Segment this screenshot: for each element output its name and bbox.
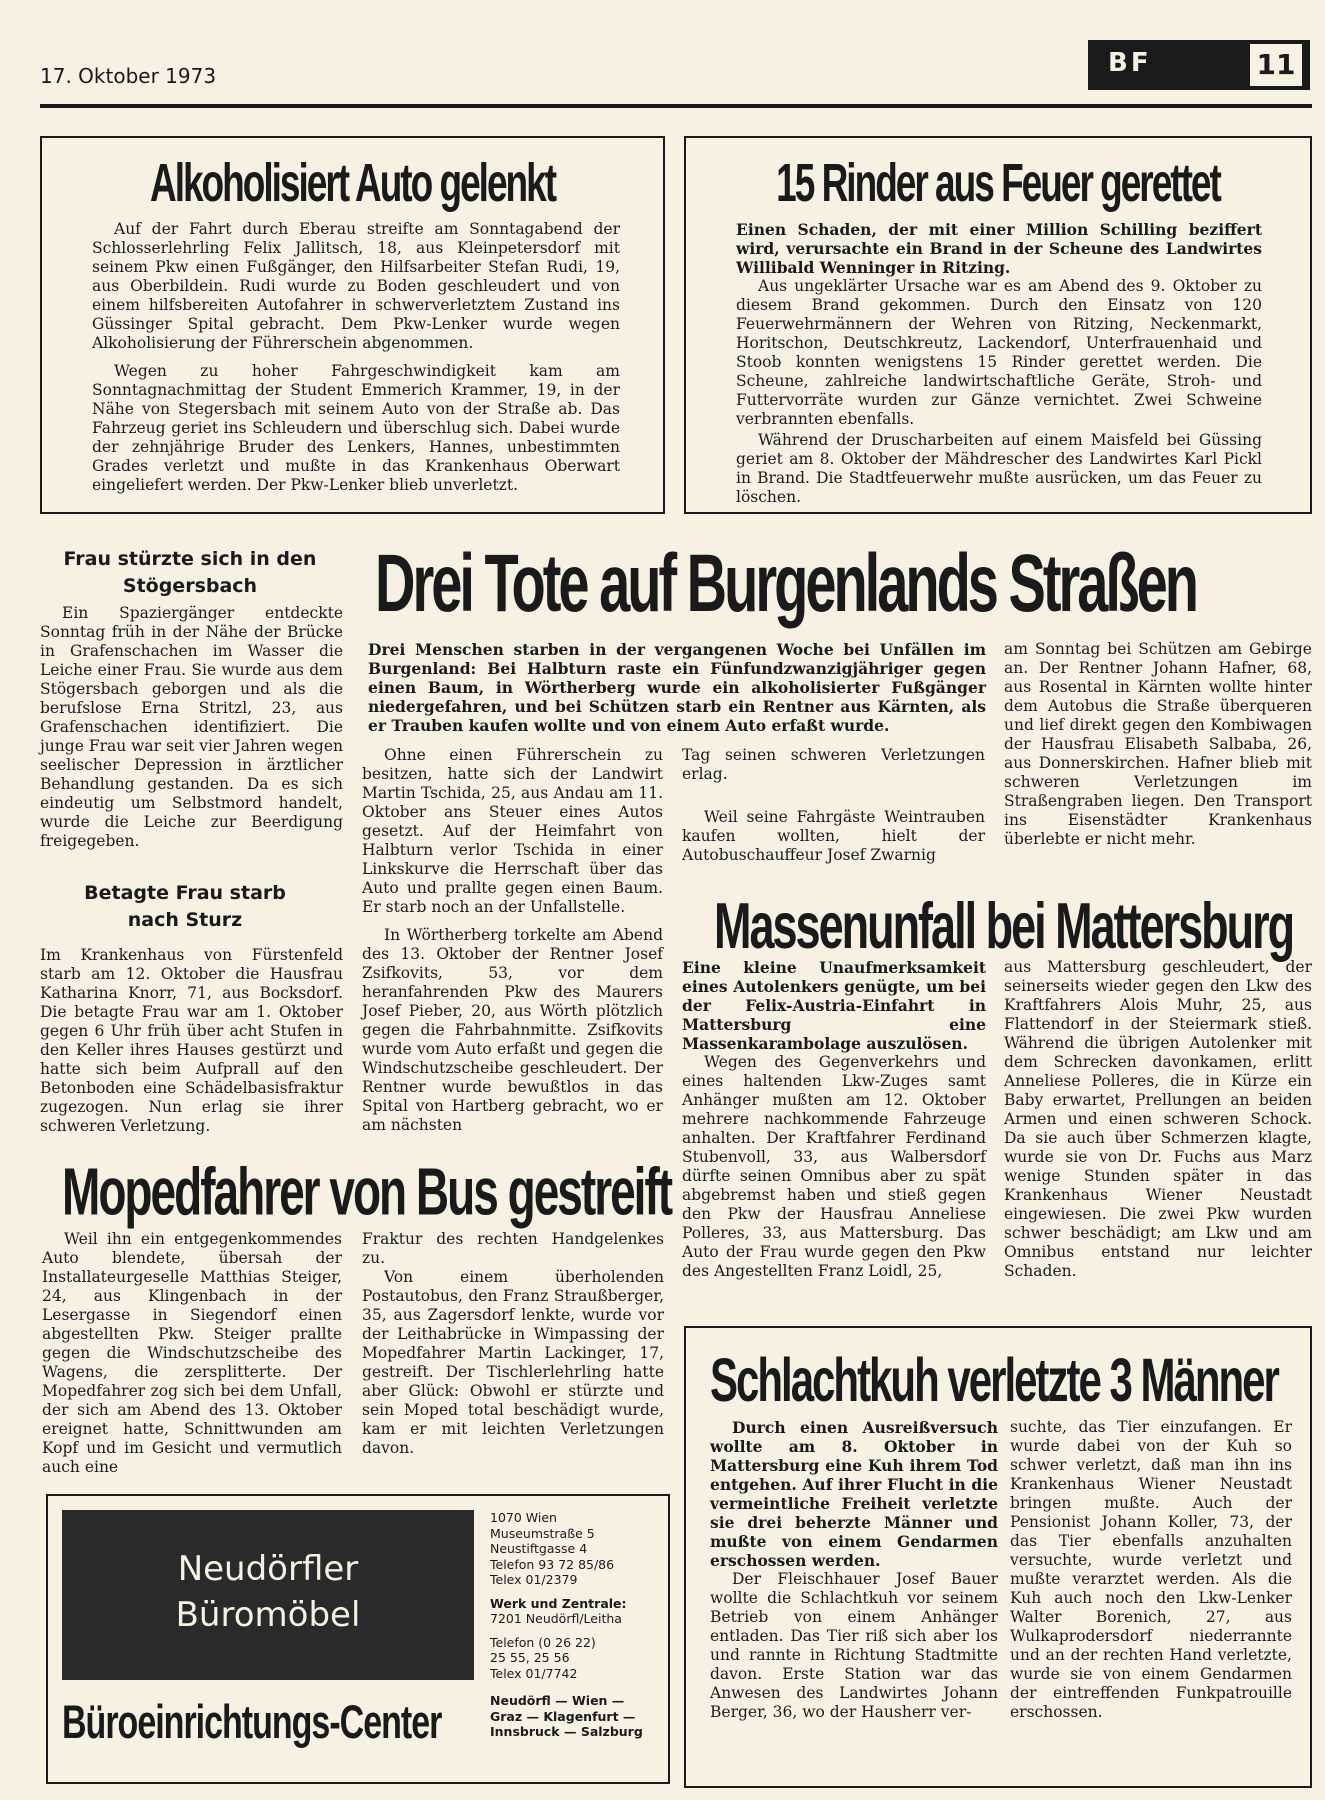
mopedfahrer-col1 <box>42 1230 342 1486</box>
section-badge <box>1088 40 1310 90</box>
headline-schlachtkuh: Schlachtkuh verletzte 3 Männer <box>710 1345 1278 1414</box>
paragraph: Fraktur des rechten Handgelenkes zu. <box>362 1230 664 1267</box>
ad-branch-line: Graz — Klagenfurt — <box>490 1708 636 1724</box>
paragraph: aus Mattersburg geschleudert, der seinerseits wieder gegen den Lkw des Kraftfahrers Alois Muhr, 25, aus Flattendorf in der Steiermark stieß. Während die übrigen Autolenker mit dem Schrecken davonkamen, erlitt Anneliese Polleres, die in Kürze ein Baby erwartet, Prellungen an beiden Armen und einen schweren Schock. Da sie auch über Schmerzen klagte, wurde sie von Dr. Fuchs aus Marz wenige Stunden später in das Krankenhaus Wiener Neustadt eingewiesen. Die zwei Pkw wurden schwer beschädigt; am Lkw und am Omnibus entstand nur leichter Schaden. <box>1004 958 1312 1280</box>
ad-hq-address: 7201 Neudörfl/Leitha <box>490 1611 622 1626</box>
headline-stoegersbach: Frau stürzte sich in den Stögersbach <box>63 548 317 597</box>
headline-mopedfahrer: Mopedfahrer von Bus gestreift <box>62 1153 672 1230</box>
issue-date: 17. Oktober 1973 <box>40 64 217 88</box>
lead-drei-tote <box>368 640 986 744</box>
article-schlachtkuh <box>684 1326 1312 1788</box>
lead-paragraph: Durch einen Ausreißversuch wollte am 8. Oktober in Mattersburg eine Kuh ihrem Tod entgehen. Auf ihrer Flucht in die vermeintliche Freiheit verletzte sie drei beherzte Männer und mußte von einem Gendarmen erschossen werden. <box>710 1418 998 1570</box>
lead-paragraph: Eine kleine Unaufmerksamkeit eines Autolenkers genügte, um bei der Felix-Austria-Einfahrt in Mattersburg eine Massenkarambolage auszulösen. <box>682 958 986 1053</box>
schlachtkuh-col2 <box>1010 1418 1292 1731</box>
paragraph: suchte, das Tier einzufangen. Er wurde dabei von der Kuh so schwer verletzt, daß man ihn ins Krankenhaus Wiener Neustadt bringen mußte. Auch der Pensionist Johann Koller, 73, der das Tier ebenfalls anzuhalten versuchte, wurde verletzt und mußte verarztet werden. Als die Kuh auch noch den Lkw-Lenker Walter Borenich, 27, aus Wulkaprodersdorf niederrannte und an der rechten Hand verletzte, wurde sie von einem Gendarmen der eintreffenden Funkpatrouille erschossen. <box>1010 1418 1292 1721</box>
article-body <box>92 220 620 504</box>
headline-alkoholisiert: Alkoholisiert Auto gelenkt <box>149 153 556 213</box>
section-label: BF <box>1108 48 1152 78</box>
ad-brand-line2: Büromöbel <box>175 1595 361 1635</box>
lead-paragraph: Einen Schaden, der mit einer Million Schilling beziffert wird, verursachte ein Brand in der Scheune des Landwirtes Willibald Wenninger in Ritzing. <box>736 220 1262 277</box>
ad-address-line: 1070 Wien <box>490 1510 557 1525</box>
ad-phone-line: 25 55, 25 56 <box>490 1650 570 1665</box>
paragraph: Weil ihn ein entgegenkommendes Auto blendete, übersah der Installateurgeselle Matthias Steiger, 24, aus Klingenbach in der Lesergasse in Siegendorf einen abgestellten Pkw. Steiger prallte gegen die Windschutzscheibe des Wagens, die zersplitterte. Der Mopedfahrer zog sich bei dem Unfall, der sich am Abend des 13. Oktober ereignet hatte, Schnittwunden am Kopf und im Gesicht und vermutlich auch eine <box>42 1230 342 1476</box>
header-rule <box>40 104 1312 108</box>
paragraph: Während der Druscharbeiten auf einem Maisfeld bei Güssing geriet am 8. Oktober der Mähdrescher des Landwirtes Karl Pickl in Brand. Die Stadtfeuerwehr mußte ausrücken, um das Feuer zu löschen. <box>736 431 1262 506</box>
ad-address-line: Telefon 93 72 85/86 <box>490 1556 615 1572</box>
ad-phone-line: Telex 01/7742 <box>490 1665 578 1681</box>
ad-slogan: Büroeinrichtungs-Center <box>62 1696 442 1750</box>
ad-phone-line: Telefon (0 26 22) <box>490 1634 596 1650</box>
paragraph: Tag seinen schweren Verletzungen erlag. <box>682 746 985 783</box>
article-rinder <box>684 136 1312 514</box>
paragraph: Von einem überholenden Postautobus, den Franz Straußberger, 35, aus Zagersdorf lenkte, wurde vor der Leithabrücke in Wimpassing der Mopedfahrer Martin Lackinger, 17, gestreift. Der Tischlerlehrling hatte aber Glück: Obwohl er stürzte und sein Moped total beschädigt wurde, kam er mit leichten Verletzungen davon. <box>362 1268 664 1457</box>
paragraph: Wegen zu hoher Fahrgeschwindigkeit kam am Sonntagnachmittag der Student Emmerich Krammer, 19, in der Nähe von Stegersbach mit seinem Auto von der Straße ab. Das Fahrzeug geriet ins Schleudern und überschlug sich. Dabei wurde der zehnjährige Bruder des Lenkers, Hannes, unbestimmten Grades verletzt und mußte in das Krankenhaus Oberwart eingeliefert werden. Der Pkw-Lenker blieb unverletzt. <box>92 362 620 494</box>
paragraph: Aus ungeklärter Ursache war es am Abend des 9. Oktober zu diesem Brand gekommen. Durch den Einsatz von 120 Feuerwehrmännern der Wehren von Ritzing, Neckenmarkt, Horitschon, Deutschkreutz, Lackendorf, Unterfrauenhaid und Stoob konnten wenigstens 15 Rinder gerettet werden. Die Scheune, zahlreiche landwirtschaftliche Geräte, Stroh- und Futtervorräte wurden zur Gänze vernichtet. Zwei Schweine verbrannten ebenfalls. <box>736 277 1262 428</box>
ad-contact-info <box>490 1510 660 1740</box>
headline-betagte-frau: Betagte Frau starb nach Sturz <box>84 882 286 931</box>
paragraph: Der Fleischhauer Josef Bauer wollte die Schlachtkuh vor seinem Betrieb von einem Anhänger entladen. Das Tier riß sich aber los und rannte in Richtung Stadtmitte davon. Erste Station war das Anwesen des Landwirtes Johann Berger, 36, wo der Hausherr ver- <box>710 1570 998 1721</box>
page-number: 11 <box>1250 44 1302 86</box>
drei-tote-col3 <box>1004 640 1312 858</box>
article-stoegersbach <box>40 604 343 860</box>
massenunfall-col1 <box>682 958 986 1290</box>
headline-rinder: 15 Rinder aus Feuer gerettet <box>776 153 1220 213</box>
massenunfall-col2 <box>1004 958 1312 1290</box>
article-body <box>736 220 1262 516</box>
drei-tote-col1 <box>362 746 663 1144</box>
headline-massenunfall: Massenunfall bei Mattersburg <box>714 888 1294 963</box>
drei-tote-col2 <box>682 746 985 874</box>
paragraph: Im Krankenhaus von Fürstenfeld starb am 12. Oktober die Hausfrau Katharina Knorr, 71, aus Bocksdorf. Die betagte Frau war am 1. Oktober gegen 6 Uhr früh über acht Stufen in den Keller ihres Hauses gestürzt und hatte sich beim Aufprall auf den Betonboden eine Schädelbasisfraktur zugezogen. Nun erlag sie ihrer schweren Verletzung. <box>40 946 343 1135</box>
paragraph: Wegen des Gegenverkehrs und eines haltenden Lkw-Zuges samt Anhänger mußten am 12. Oktober mehrere nachkommende Fahrzeuge anhalten. Der Kraftfahrer Ferdinand Stubenvoll, 33, aus Walbersdorf dürfte seinen Omnibus aber zu spät abgebremst haben und stieß gegen den Pkw der Hausfrau Anneliese Polleres, 33, aus Mattersburg. Das Auto der Frau wurde gegen den Pkw des Angestellten Franz Loidl, 25, <box>682 1053 986 1280</box>
article-alkoholisiert <box>40 136 665 514</box>
mopedfahrer-col2 <box>362 1230 664 1467</box>
paragraph: In Wörtherberg torkelte am Abend des 13. Oktober der Rentner Josef Zsifkovits, 53, vor dem heranfahrenden Pkw des Maurers Josef Pieber, 20, aus Wörth plötzlich gegen die Fahrbahnmitte. Zsifkovits wurde vom Auto erfaßt und gegen die Windschutzscheibe geschleudert. Der Rentner wurde bewußtlos in das Spital von Hartberg gebracht, wo er am nächsten <box>362 926 663 1134</box>
paragraph: Ein Spaziergänger entdeckte Sonntag früh in der Nähe der Brücke in Grafenschachen im Wasser die Leiche einer Frau. Sie wurde aus dem Stögersbach geborgen und als die berufslose Erna Stritzl, 23, aus Grafenschachen identifiziert. Die junge Frau war seit vier Jahren wegen seelischer Depression in ärztlicher Behandlung gestanden. Da es sich eindeutig um Selbstmord handelt, wurde die Leiche zur Beerdigung freigegeben. <box>40 604 343 850</box>
headline-drei-tote: Drei Tote auf Burgenlands Straßen <box>375 537 1196 629</box>
ad-hq-label: Werk und Zentrale: <box>490 1595 627 1611</box>
ad-address-line: Neustiftgasse 4 <box>490 1541 588 1556</box>
ad-address-line: Telex 01/2379 <box>490 1572 578 1587</box>
schlachtkuh-col1 <box>710 1418 998 1731</box>
ad-branch-line: Innsbruck — Salzburg <box>490 1724 643 1739</box>
ad-brand-line1: Neudörfler <box>177 1549 359 1589</box>
lead-paragraph: Drei Menschen starben in der vergangenen Woche bei Unfällen im Burgenland: Bei Halbturn raste ein Fünfundzwanzigjähriger gegen einen Baum, in Wörtherberg wurde ein alkoholisierter Fußgänger niedergefahren, und bei Schützen starb ein Rentner aus Kärnten, als er Trauben kaufen wollte und von einem Auto erfaßt wurde. <box>368 640 986 735</box>
paragraph: Weil seine Fahrgäste Weintrauben kaufen wollten, hielt der Autobuschauffeur Josef Zwarnig <box>682 808 985 864</box>
ad-address-line: Museumstraße 5 <box>490 1525 595 1541</box>
paragraph: am Sonntag bei Schützen am Gebirge an. Der Rentner Johann Hafner, 68, aus Rosental in Kärnten wollte hinter dem Autobus die Straße überqueren und lief direkt gegen den Kombiwagen der Hausfrau Elisabeth Salbaba, 26, aus Donnerskirchen. Hafner blieb mit schweren Verletzungen im Straßengraben liegen. Den Transport ins Eisenstädter Krankenhaus überlebte er nicht mehr. <box>1004 640 1312 848</box>
article-betagte-frau <box>40 946 343 1145</box>
paragraph: Ohne einen Führerschein zu besitzen, hatte sich der Landwirt Martin Tschida, 25, aus Andau am 11. Oktober ans Steuer eines Autos gesetzt. Auf der Heimfahrt von Halbturn verlor Tschida in einer Linkskurve die Herrschaft über das Auto und prallte gegen einen Baum. Er starb noch an der Unfallstelle. <box>362 746 663 916</box>
ad-branch-line: Neudörfl — Wien — <box>490 1693 625 1708</box>
ad-brand-block <box>62 1510 474 1680</box>
paragraph: Auf der Fahrt durch Eberau streifte am Sonntagabend der Schlosserlehrling Felix Jallitsch, 18, aus Kleinpetersdorf mit seinem Pkw einen Fußgänger, den Hilfsarbeiter Stefan Rudi, 19, aus Oberbildein. Rudi wurde zu Boden geschleudert und von einem hilfsbereiten Autofahrer in schwerverletztem Zustand ins Güssinger Spital gebracht. Dem Pkw-Lenker wurde wegen Alkoholisierung der Führerschein abgenommen. <box>92 220 620 352</box>
advertisement <box>46 1494 670 1784</box>
